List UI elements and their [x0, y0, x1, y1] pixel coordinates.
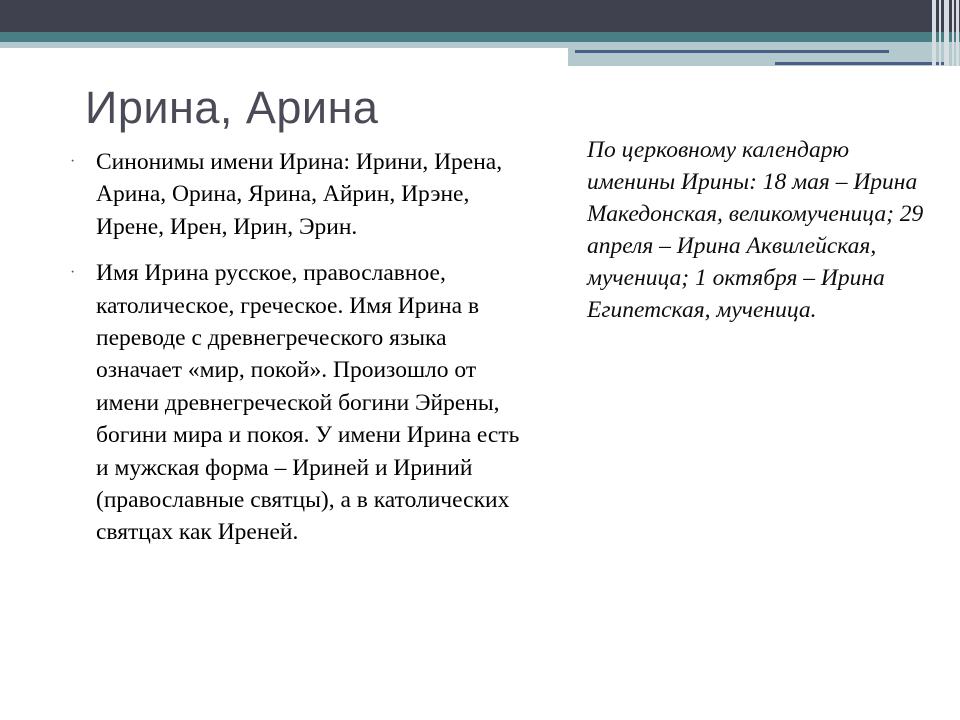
decorative-stripes	[930, 0, 960, 66]
accent-line-top	[575, 50, 889, 53]
bullet-dot-icon: ·	[70, 153, 76, 170]
header-teal-bar	[0, 32, 960, 42]
bullet-dot-icon: ·	[70, 264, 76, 282]
bullet-item-origin	[60, 257, 535, 549]
name-day-note: По церковному календарю именины Ирины: 18 мая – Ирина Македонская, великомученица; 29 апреля – Ирина Аквилейская, мученица; 1 октября – Ирина Египетская, мученица.	[587, 137, 924, 323]
header-light-bar	[0, 42, 568, 48]
bullet-text: Имя Ирина русское, православное, католическое, греческое. Имя Ирина в переводе с древнегреческого языка означает «мир, покой». Произошло от имени древнегреческой богини Эйрены, богини мира и покоя. У имени Ирина есть и мужская форма – Ириней и Ириний (православные святцы), а в католических святцах как Иреней.	[96, 260, 520, 546]
accent-line-bottom	[775, 62, 945, 65]
bullet-item-synonyms	[60, 146, 535, 243]
bullet-text: Синонимы имени Ирина: Ирини, Ирена, Арина, Орина, Ярина, Айрин, Ирэне, Ирене, Ирен, Ирин, Эрин.	[96, 149, 503, 240]
header-dark-bar	[0, 0, 960, 32]
slide-title: Ирина, Арина	[85, 82, 379, 133]
bullet-list	[60, 146, 535, 563]
